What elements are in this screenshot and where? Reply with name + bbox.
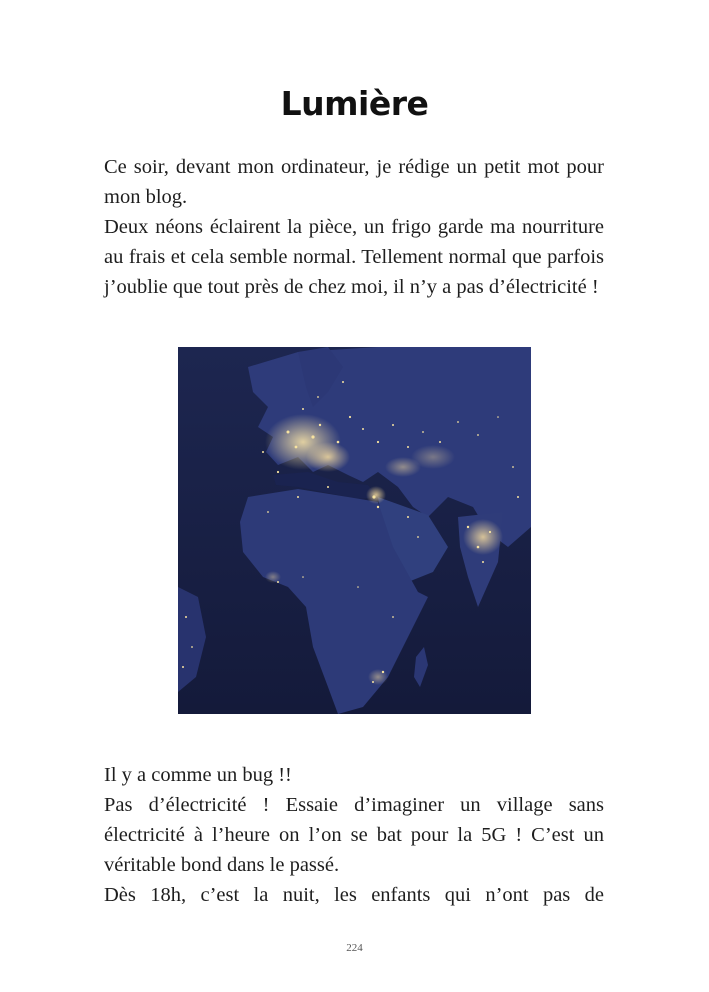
night-earth-image — [178, 347, 531, 714]
central-europe-lights — [306, 442, 350, 472]
page-number: 224 — [346, 942, 363, 954]
text-block-bottom — [104, 760, 604, 910]
india-lights — [463, 519, 503, 555]
paragraph: Dès 18h, c’est la nuit, les enfants qui n’ont pas de — [104, 884, 604, 906]
caspian-lights — [411, 445, 455, 469]
paragraph: Il y a comme un bug !! — [104, 764, 292, 786]
paragraph: Pas d’électricité ! Essaie d’imaginer un village sans électricité à l’heure on l’on se bat pour la 5G ! C’est un véritable bond dans le passé. — [104, 794, 604, 876]
text-block-top — [104, 152, 604, 302]
page-title: Lumière — [280, 84, 429, 123]
night-earth-illustration — [178, 347, 531, 714]
paragraph: Ce soir, devant mon ordinateur, je rédige un petit mot pour mon blog. — [104, 156, 604, 208]
paragraph: Deux néons éclairent la pièce, un frigo garde ma nourriture au frais et cela semble normal. Tellement normal que parfois j’oublie que tout près de chez moi, il n’y a pas d’électricité ! — [104, 216, 604, 298]
south-africa-lights — [368, 669, 388, 685]
nile-delta-lights — [366, 486, 386, 504]
